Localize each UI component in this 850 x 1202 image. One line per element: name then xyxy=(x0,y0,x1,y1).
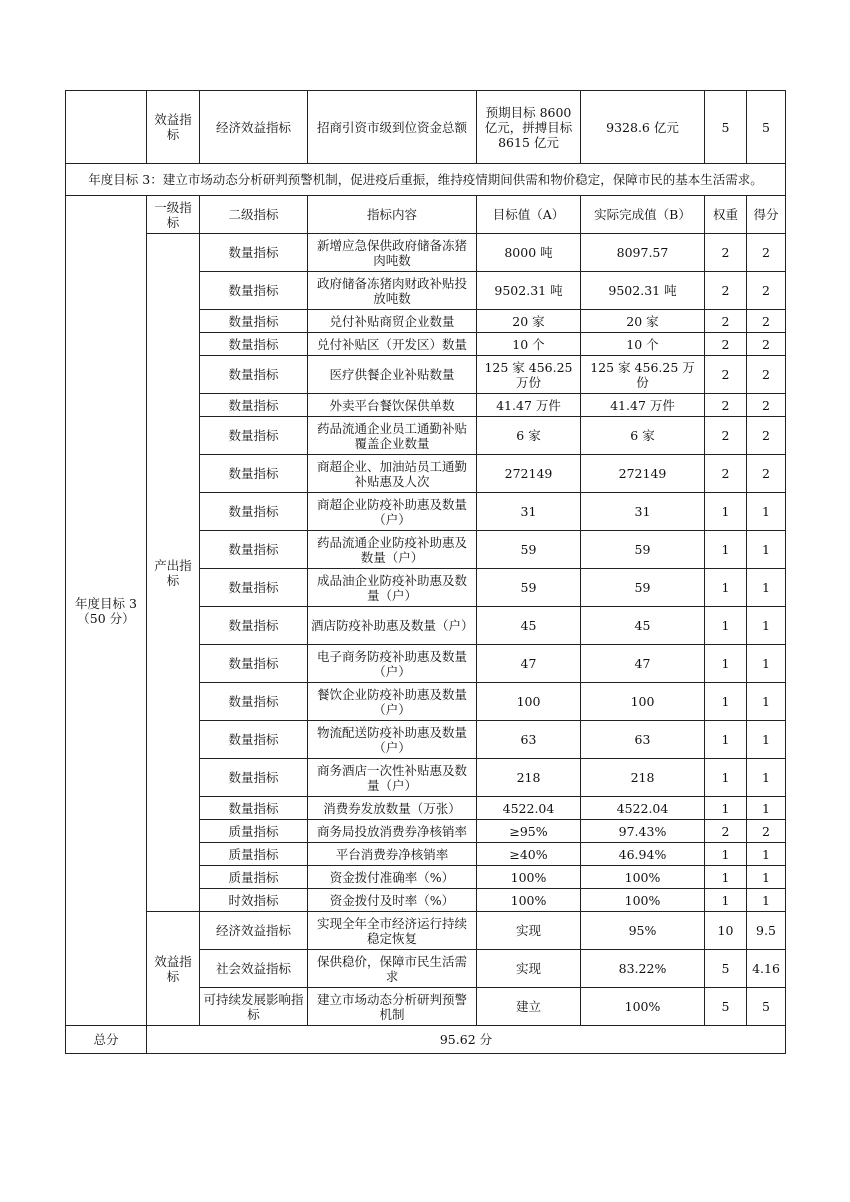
actual-cell: 272149 xyxy=(581,455,705,493)
content-cell: 物流配送防疫补助惠及数量（户） xyxy=(308,721,477,759)
target-cell: 63 xyxy=(477,721,581,759)
actual-cell: 9502.31 吨 xyxy=(581,272,705,310)
content-cell: 政府储备冻猪肉财政补贴投放吨数 xyxy=(308,272,477,310)
benefit-indicator-label: 效益指标 xyxy=(147,912,200,1026)
score-cell: 2 xyxy=(747,417,786,455)
actual-cell: 31 xyxy=(581,493,705,531)
target-cell: 59 xyxy=(477,531,581,569)
weight-cell: 1 xyxy=(705,797,747,820)
target-cell: 8000 吨 xyxy=(477,234,581,272)
score-cell: 2 xyxy=(747,394,786,417)
level2-cell: 数量指标 xyxy=(200,234,308,272)
weight-cell: 2 xyxy=(705,310,747,333)
content-cell: 酒店防疫补助惠及数量（户） xyxy=(308,607,477,645)
target-cell: 6 家 xyxy=(477,417,581,455)
target-cell: 4522.04 xyxy=(477,797,581,820)
header-weight: 权重 xyxy=(705,196,747,234)
level2-cell: 可持续发展影响指标 xyxy=(200,988,308,1026)
level2-cell: 数量指标 xyxy=(200,356,308,394)
actual-cell: 100% xyxy=(581,889,705,912)
score-cell: 2 xyxy=(747,333,786,356)
actual-cell: 95% xyxy=(581,912,705,950)
content-cell: 平台消费券净核销率 xyxy=(308,843,477,866)
level2-cell: 经济效益指标 xyxy=(200,91,308,164)
content-cell: 餐饮企业防疫补助惠及数量（户） xyxy=(308,683,477,721)
score-cell: 1 xyxy=(747,569,786,607)
target-cell: ≥40% xyxy=(477,843,581,866)
target-cell: 100 xyxy=(477,683,581,721)
weight-cell: 1 xyxy=(705,683,747,721)
actual-cell: 83.22% xyxy=(581,950,705,988)
total-label: 总分 xyxy=(66,1026,147,1054)
actual-cell: 100% xyxy=(581,988,705,1026)
content-cell: 招商引资市级到位资金总额 xyxy=(308,91,477,164)
content-cell: 建立市场动态分析研判预警机制 xyxy=(308,988,477,1026)
score-cell: 1 xyxy=(747,493,786,531)
weight-cell: 2 xyxy=(705,272,747,310)
actual-cell: 46.94% xyxy=(581,843,705,866)
target-cell: 10 个 xyxy=(477,333,581,356)
score-cell: 1 xyxy=(747,889,786,912)
total-row xyxy=(66,1026,786,1054)
content-cell: 兑付补贴商贸企业数量 xyxy=(308,310,477,333)
level2-cell: 数量指标 xyxy=(200,333,308,356)
header-level1: 一级指标 xyxy=(147,196,200,234)
actual-cell: 9328.6 亿元 xyxy=(581,91,705,164)
level2-cell: 数量指标 xyxy=(200,493,308,531)
score-cell: 2 xyxy=(747,820,786,843)
content-cell: 兑付补贴区（开发区）数量 xyxy=(308,333,477,356)
weight-cell: 2 xyxy=(705,333,747,356)
weight-cell: 2 xyxy=(705,820,747,843)
level2-cell: 质量指标 xyxy=(200,820,308,843)
actual-cell: 100% xyxy=(581,866,705,889)
content-cell: 医疗供餐企业补贴数量 xyxy=(308,356,477,394)
target-cell: 建立 xyxy=(477,988,581,1026)
score-cell: 1 xyxy=(747,607,786,645)
target-cell: 预期目标 8600 亿元，拼搏目标 8615 亿元 xyxy=(477,91,581,164)
content-cell: 新增应急保供政府储备冻猪肉吨数 xyxy=(308,234,477,272)
level2-cell: 时效指标 xyxy=(200,889,308,912)
weight-cell: 2 xyxy=(705,394,747,417)
level2-cell: 数量指标 xyxy=(200,455,308,493)
content-cell: 成品油企业防疫补助惠及数量（户） xyxy=(308,569,477,607)
level2-cell: 数量指标 xyxy=(200,394,308,417)
target-cell: 59 xyxy=(477,569,581,607)
weight-cell: 1 xyxy=(705,607,747,645)
actual-cell: 47 xyxy=(581,645,705,683)
weight-cell: 2 xyxy=(705,455,747,493)
level2-cell: 社会效益指标 xyxy=(200,950,308,988)
weight-cell: 1 xyxy=(705,843,747,866)
empty-cell xyxy=(66,91,147,164)
top-row xyxy=(66,91,786,164)
content-cell: 资金拨付准确率（%） xyxy=(308,866,477,889)
header-score: 得分 xyxy=(747,196,786,234)
actual-cell: 6 家 xyxy=(581,417,705,455)
level2-cell: 数量指标 xyxy=(200,272,308,310)
content-cell: 外卖平台餐饮保供单数 xyxy=(308,394,477,417)
content-cell: 商务局投放消费券净核销率 xyxy=(308,820,477,843)
target-cell: 218 xyxy=(477,759,581,797)
weight-cell: 1 xyxy=(705,721,747,759)
score-cell: 9.5 xyxy=(747,912,786,950)
weight-cell: 2 xyxy=(705,417,747,455)
level2-cell: 数量指标 xyxy=(200,721,308,759)
target-cell: 100% xyxy=(477,889,581,912)
weight-cell: 1 xyxy=(705,866,747,889)
score-cell: 5 xyxy=(747,988,786,1026)
header-row xyxy=(66,196,786,234)
output-indicator-label: 产出指标 xyxy=(147,234,200,912)
target-cell: 47 xyxy=(477,645,581,683)
target-cell: ≥95% xyxy=(477,820,581,843)
target-cell: 45 xyxy=(477,607,581,645)
target-cell: 实现 xyxy=(477,912,581,950)
content-cell: 商超企业、加油站员工通勤补贴惠及人次 xyxy=(308,455,477,493)
weight-cell: 2 xyxy=(705,356,747,394)
level2-cell: 质量指标 xyxy=(200,843,308,866)
weight-cell: 5 xyxy=(705,91,747,164)
actual-cell: 41.47 万件 xyxy=(581,394,705,417)
weight-cell: 1 xyxy=(705,531,747,569)
target-cell: 41.47 万件 xyxy=(477,394,581,417)
level2-cell: 数量指标 xyxy=(200,797,308,820)
header-content: 指标内容 xyxy=(308,196,477,234)
actual-cell: 4522.04 xyxy=(581,797,705,820)
actual-cell: 125 家 456.25 万份 xyxy=(581,356,705,394)
score-cell: 2 xyxy=(747,234,786,272)
content-cell: 资金拨付及时率（%） xyxy=(308,889,477,912)
actual-cell: 59 xyxy=(581,569,705,607)
target-cell: 9502.31 吨 xyxy=(477,272,581,310)
level2-cell: 经济效益指标 xyxy=(200,912,308,950)
content-cell: 电子商务防疫补助惠及数量（户） xyxy=(308,645,477,683)
level2-cell: 数量指标 xyxy=(200,310,308,333)
weight-cell: 1 xyxy=(705,569,747,607)
goal-row xyxy=(66,164,786,196)
score-cell: 1 xyxy=(747,531,786,569)
score-cell: 1 xyxy=(747,866,786,889)
score-cell: 1 xyxy=(747,797,786,820)
weight-cell: 2 xyxy=(705,234,747,272)
weight-cell: 1 xyxy=(705,759,747,797)
annual-goal-label: 年度目标 3 （50 分） xyxy=(66,196,147,1026)
score-cell: 2 xyxy=(747,272,786,310)
actual-cell: 45 xyxy=(581,607,705,645)
level2-cell: 质量指标 xyxy=(200,866,308,889)
level2-cell: 数量指标 xyxy=(200,683,308,721)
weight-cell: 5 xyxy=(705,988,747,1026)
content-cell: 商超企业防疫补助惠及数量（户） xyxy=(308,493,477,531)
level2-cell: 数量指标 xyxy=(200,531,308,569)
table-row xyxy=(66,234,786,272)
header-level2: 二级指标 xyxy=(200,196,308,234)
actual-cell: 10 个 xyxy=(581,333,705,356)
score-cell: 2 xyxy=(747,356,786,394)
score-cell: 2 xyxy=(747,310,786,333)
score-cell: 1 xyxy=(747,683,786,721)
score-cell: 1 xyxy=(747,645,786,683)
score-cell: 5 xyxy=(747,91,786,164)
total-score: 95.62 分 xyxy=(147,1026,786,1054)
performance-table xyxy=(65,90,786,1054)
content-cell: 实现全年全市经济运行持续稳定恢复 xyxy=(308,912,477,950)
level2-cell: 数量指标 xyxy=(200,645,308,683)
content-cell: 商务酒店一次性补贴惠及数量（户） xyxy=(308,759,477,797)
actual-cell: 218 xyxy=(581,759,705,797)
score-cell: 1 xyxy=(747,759,786,797)
actual-cell: 100 xyxy=(581,683,705,721)
weight-cell: 1 xyxy=(705,493,747,531)
target-cell: 272149 xyxy=(477,455,581,493)
annual-goal-text: 年度目标 3：建立市场动态分析研判预警机制，促进疫后重振，维持疫情期间供需和物价稳定，保障市民的基本生活需求。 xyxy=(66,164,786,196)
score-cell: 1 xyxy=(747,721,786,759)
content-cell: 保供稳价，保障市民生活需求 xyxy=(308,950,477,988)
weight-cell: 1 xyxy=(705,645,747,683)
target-cell: 125 家 456.25 万份 xyxy=(477,356,581,394)
actual-cell: 97.43% xyxy=(581,820,705,843)
content-cell: 药品流通企业员工通勤补贴覆盖企业数量 xyxy=(308,417,477,455)
weight-cell: 5 xyxy=(705,950,747,988)
table-row xyxy=(66,912,786,950)
actual-cell: 8097.57 xyxy=(581,234,705,272)
header-target: 目标值（A） xyxy=(477,196,581,234)
actual-cell: 20 家 xyxy=(581,310,705,333)
score-cell: 4.16 xyxy=(747,950,786,988)
level2-cell: 数量指标 xyxy=(200,759,308,797)
target-cell: 20 家 xyxy=(477,310,581,333)
level2-cell: 数量指标 xyxy=(200,417,308,455)
level2-cell: 数量指标 xyxy=(200,607,308,645)
content-cell: 消费券发放数量（万张） xyxy=(308,797,477,820)
target-cell: 实现 xyxy=(477,950,581,988)
weight-cell: 10 xyxy=(705,912,747,950)
header-actual: 实际完成值（B） xyxy=(581,196,705,234)
target-cell: 100% xyxy=(477,866,581,889)
score-cell: 1 xyxy=(747,843,786,866)
actual-cell: 59 xyxy=(581,531,705,569)
level1-cell: 效益指标 xyxy=(147,91,200,164)
content-cell: 药品流通企业防疫补助惠及数量（户） xyxy=(308,531,477,569)
weight-cell: 1 xyxy=(705,889,747,912)
target-cell: 31 xyxy=(477,493,581,531)
actual-cell: 63 xyxy=(581,721,705,759)
level2-cell: 数量指标 xyxy=(200,569,308,607)
score-cell: 2 xyxy=(747,455,786,493)
